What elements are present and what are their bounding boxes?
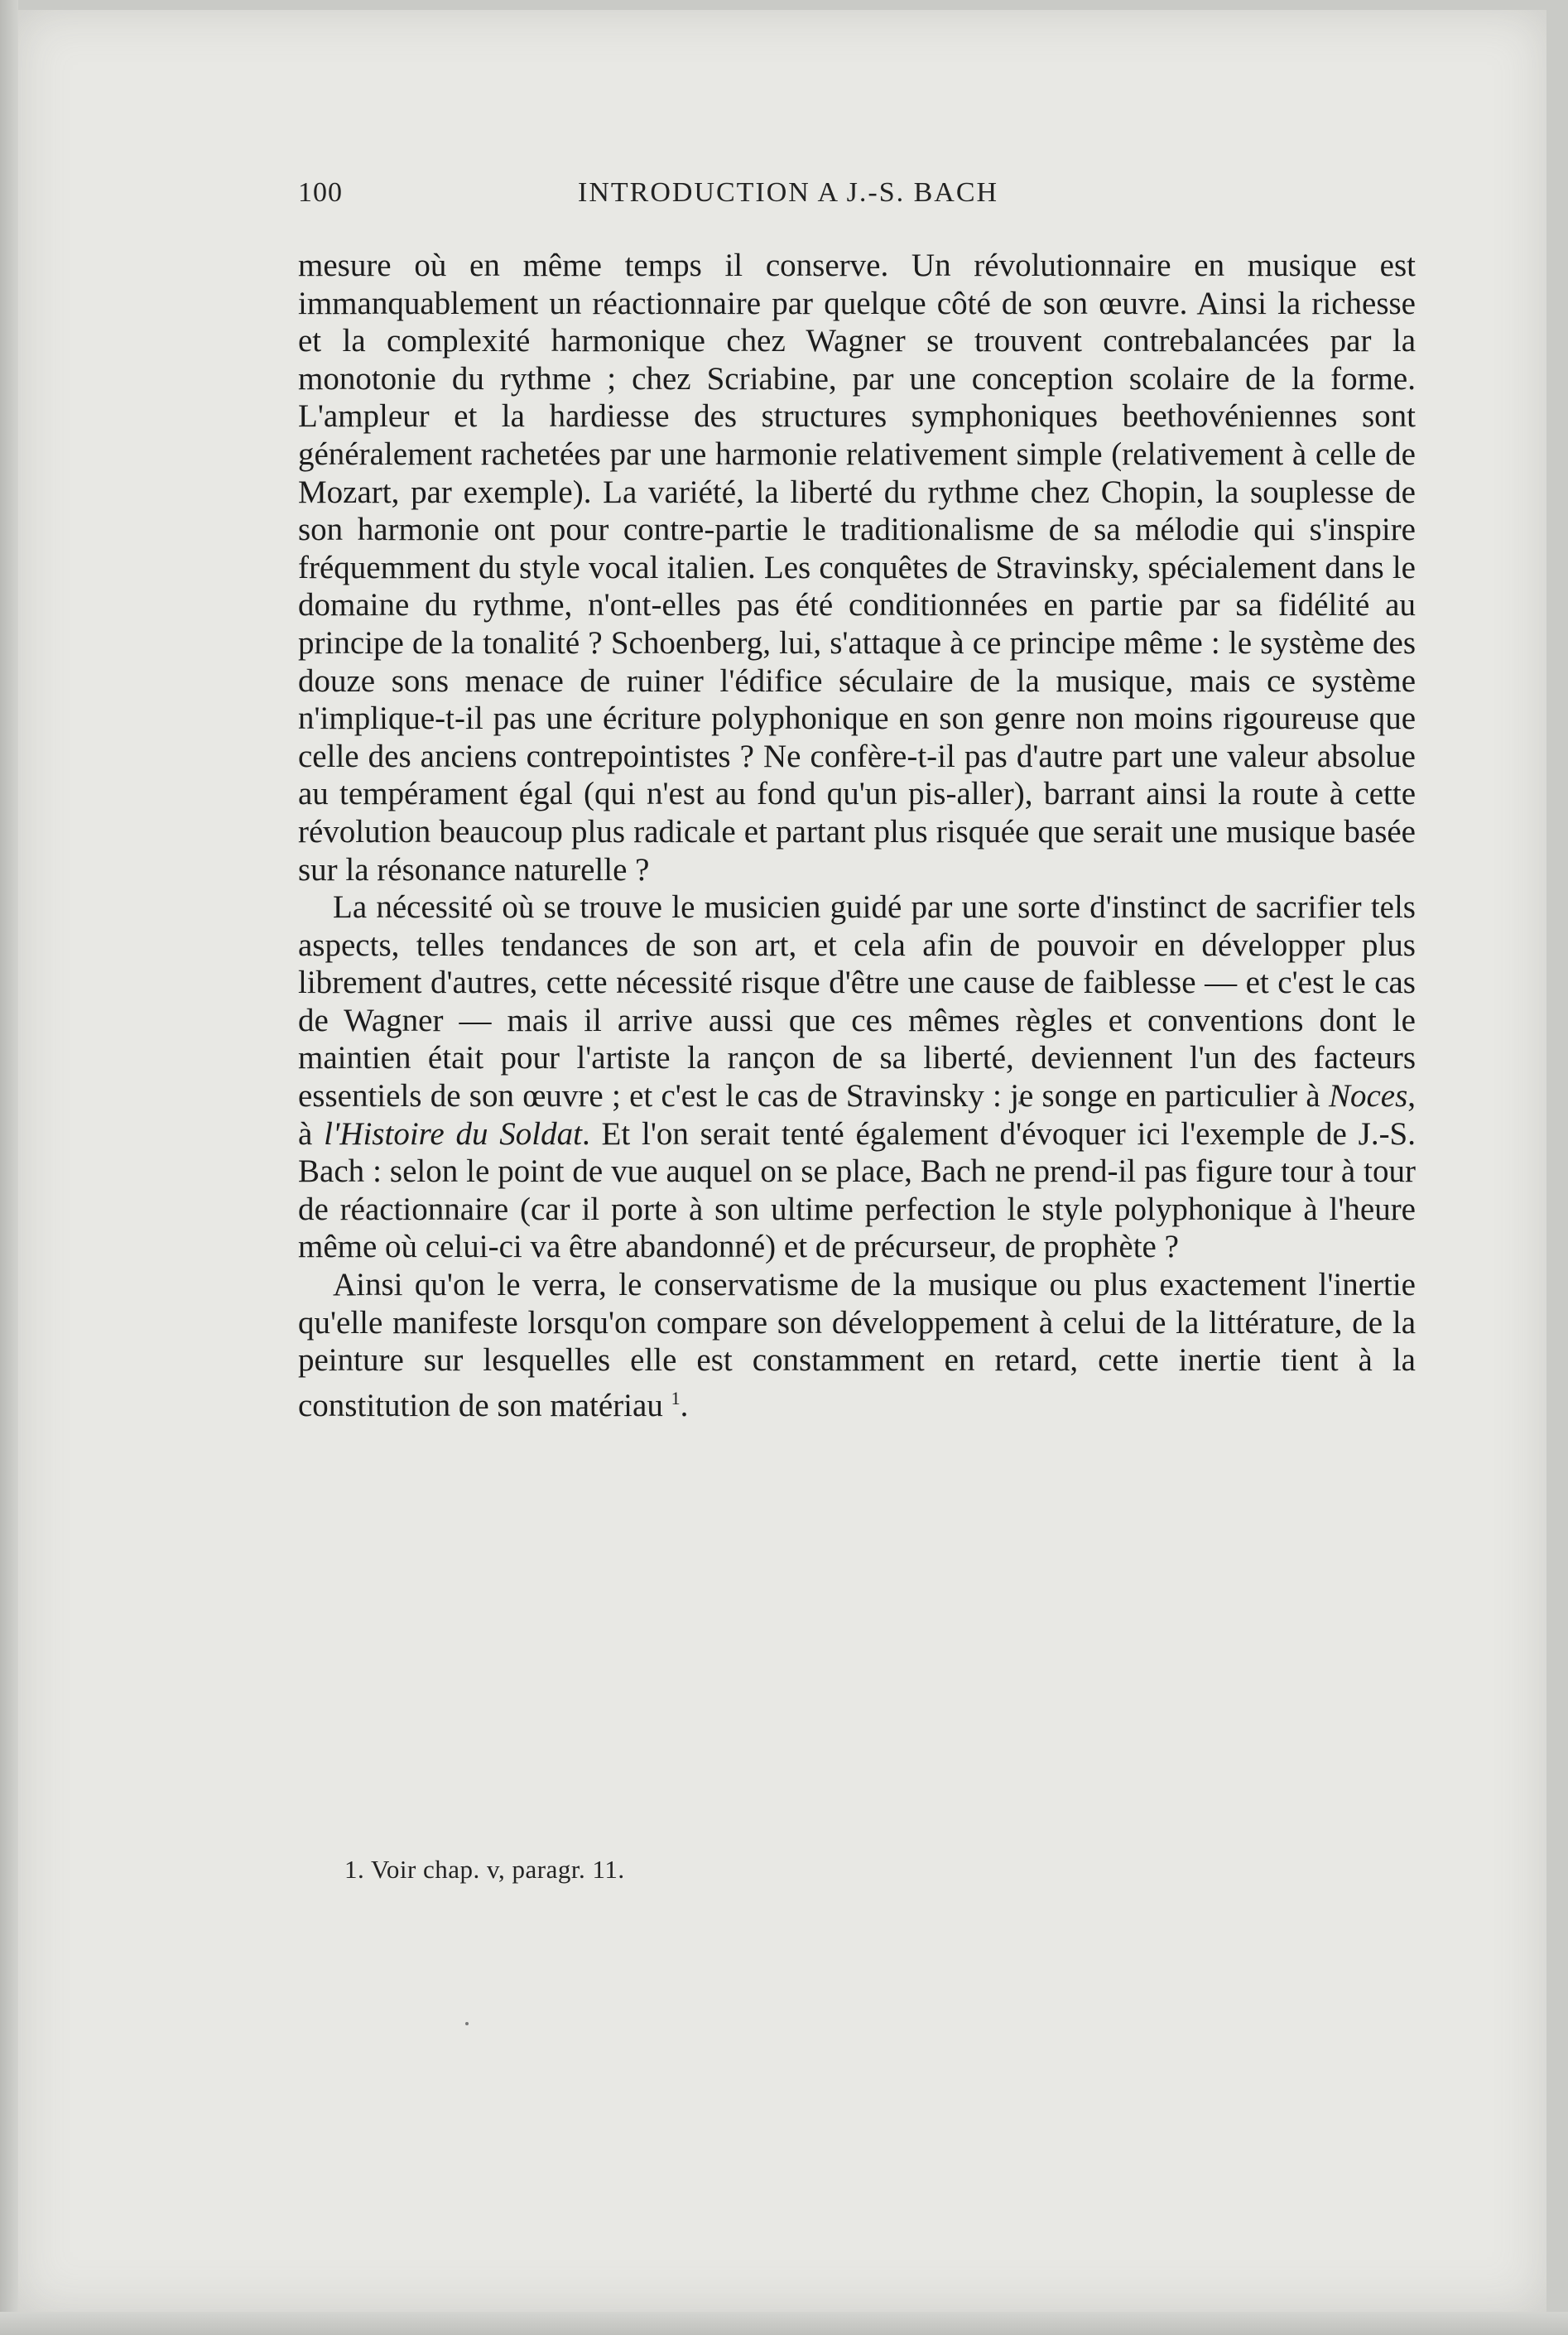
paragraph-3-text: Ainsi qu'on le verra, le conservatisme de la musique ou plus exactement l'inertie qu'elle manifeste lorsqu'on compare son développement à celui de la littérature, de la peinture sur lesquelles elle est constamment en retard, cette inertie tient à la constitution de son matériau <box>298 1267 1416 1423</box>
page-number: 100 <box>298 177 343 208</box>
paragraph-2 <box>298 888 1416 1266</box>
work-title-noces: Noces <box>1328 1078 1408 1115</box>
paragraph-1: mesure où en même temps il conserve. Un révolutionnaire en musique est immanquablement un réactionnaire par quelque côté de son œuvre. Ainsi la richesse et la complexité harmonique chez Wagner se trouvent contrebalancées par la monotonie du rythme ; chez Scriabine, par une conception scolaire de la forme. L'ampleur et la hardiesse des structures symphoniques beethovéniennes sont généralement rachetées par une harmonie relativement simple (relativement à celle de Mozart, par exemple). La variété, la liberté du rythme chez Chopin, la souplesse de son harmonie ont pour contre-partie le traditionalisme de sa mélodie qui s'inspire fréquemment du style vocal italien. Les conquêtes de Stravinsky, spécialement dans le domaine du rythme, n'ont-elles pas été conditionnées en partie par sa fidélité au principe de la tonalité ? Schoenberg, lui, s'attaque à ce principe même : le système des douze sons menace de ruiner l'édifice séculaire de la musique, mais ce système n'implique-t-il pas une écriture polyphonique en son genre non moins rigoureuse que celle des anciens contrepointistes ? Ne confère-t-il pas d'autre part une valeur absolue au tempérament égal (qui n'est au fond qu'un pis-aller), barrant ainsi la route à cette révolution beaucoup plus radicale et partant plus risquée que serait une musique basée sur la résonance naturelle ? <box>298 248 1416 888</box>
footnote <box>344 1855 625 1885</box>
footnote-text: Voir chap. v, paragr. 11. <box>370 1855 625 1884</box>
page-edge-bottom <box>0 2312 1568 2335</box>
running-head-title: INTRODUCTION A J.-S. BACH <box>578 177 999 208</box>
body-text <box>298 247 1416 1424</box>
work-title-histoire-du-soldat: l'Histoire du Soldat <box>324 1115 582 1152</box>
page-edge-left <box>0 0 18 2335</box>
footnote-number: 1. <box>344 1855 365 1884</box>
paragraph-2-text-after: . Et l'on serait tenté également d'évoquer ici l'exemple de J.-S. Bach : selon le point de vue auquel on se place, Bach ne prend-il pas figure tour à tour de réactionnaire (car il porte à son ultime perfection le style polyphonique à l'heure même où celui-ci va être abandonné) et de précurseur, de prophète ? <box>298 1115 1416 1265</box>
running-head <box>298 177 1407 219</box>
paragraph-2-text-middle: , à <box>298 1078 1416 1152</box>
footnote-reference[interactable]: 1 <box>671 1387 681 1408</box>
paragraph-3 <box>298 1266 1416 1424</box>
paragraph-3-end: . <box>680 1387 689 1423</box>
paragraph-2-text-before: La nécessité où se trouve le musicien guidé par une sorte d'instinct de sacrifier tels aspects, telles tendances de son art, et cela afin de pouvoir en développer plus librement d'autres, cette nécessité risque d'être une cause de faiblesse — et c'est le cas de Wagner — mais il arrive aussi que ces mêmes règles et conventions dont le maintien était pour l'artiste la rançon de sa liberté, deviennent l'un des facteurs essentiels de son œuvre ; et c'est le cas de Stravinsky : je songe en particulier à <box>298 889 1416 1115</box>
paper-speck <box>465 2022 469 2025</box>
